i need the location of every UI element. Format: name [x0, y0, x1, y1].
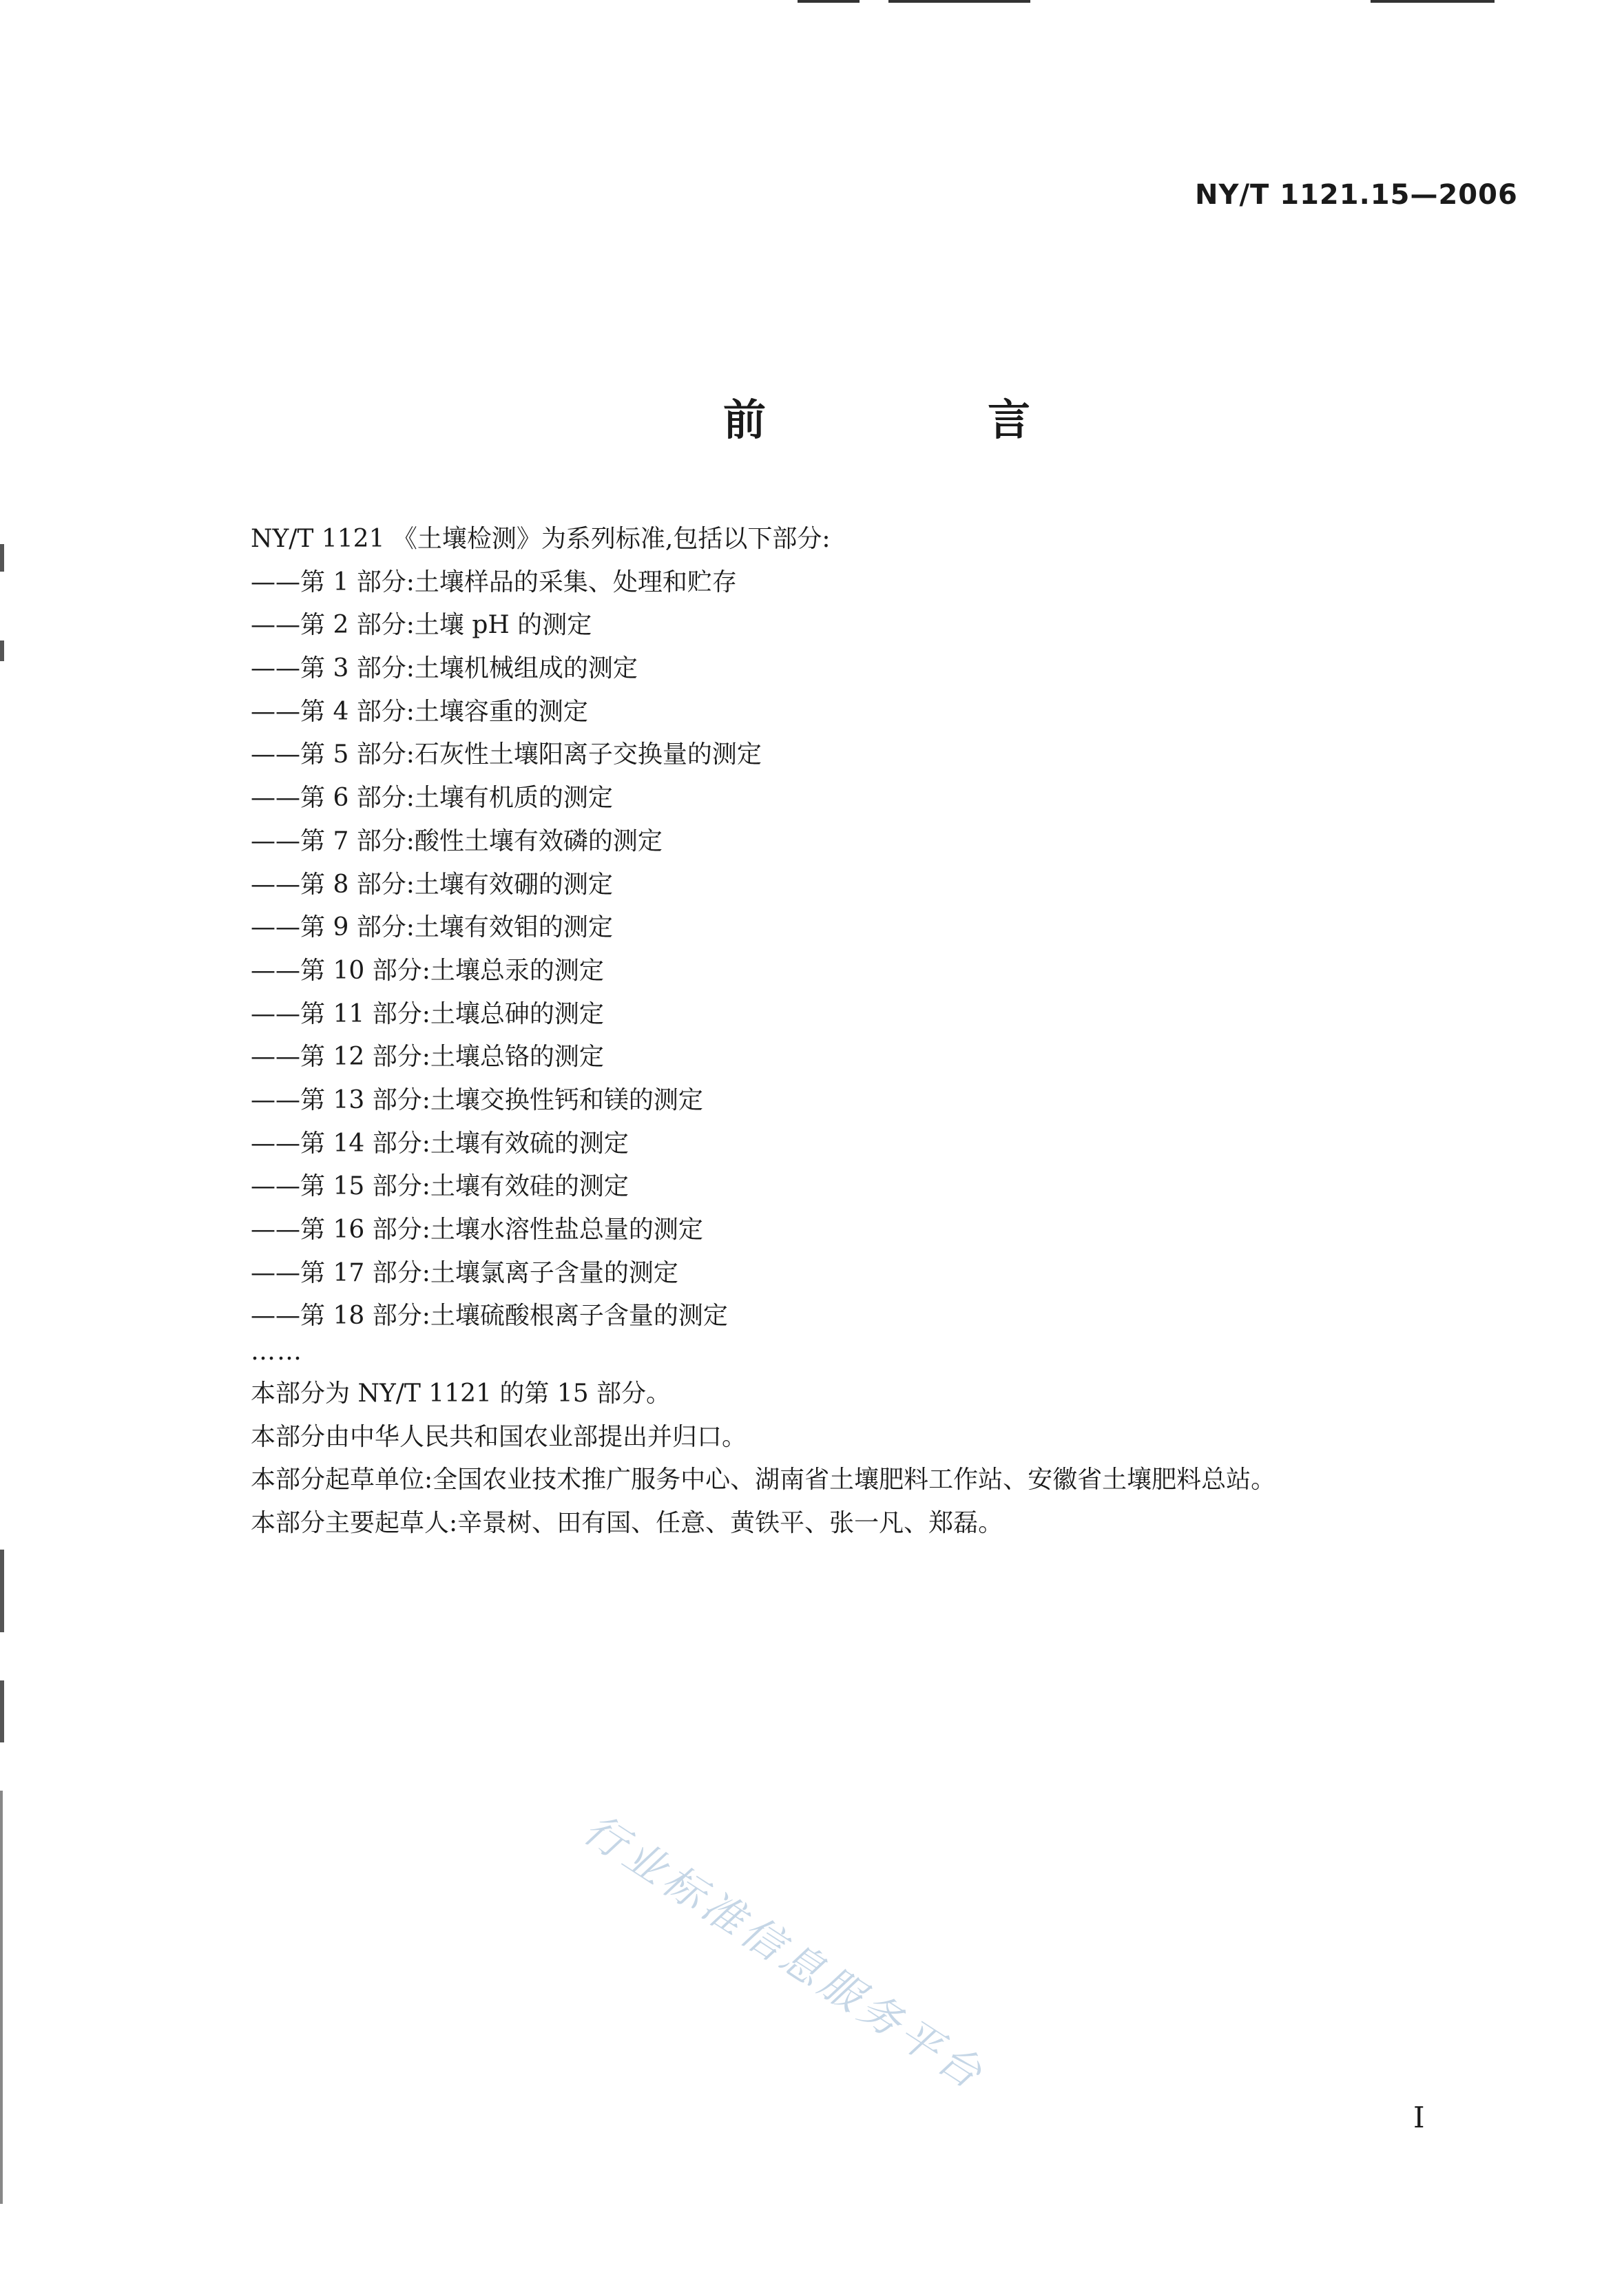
intro-line: NY/T 1121 《土壤检测》为系列标准,包括以下部分:: [251, 525, 831, 553]
page-title: 前 言: [723, 395, 1121, 445]
statement-line: 本部分主要起草人:辛景树、田有国、任意、黄铁平、张一凡、郑磊。: [251, 1509, 1003, 1538]
standard-code: NY/T 1121.15—2006: [1195, 179, 1518, 211]
part-item: ——第 10 部分:土壤总汞的测定: [251, 956, 604, 985]
part-item: ——第 9 部分:土壤有效钼的测定: [251, 913, 613, 942]
scan-edge-mark: [0, 1550, 4, 1632]
scan-artifact-line: [798, 0, 860, 3]
scan-edge-mark: [0, 1791, 3, 2204]
part-item: ——第 4 部分:土壤容重的测定: [251, 697, 588, 726]
part-item: ——第 5 部分:石灰性土壤阳离子交换量的测定: [251, 740, 762, 769]
part-item: ——第 16 部分:土壤水溶性盐总量的测定: [251, 1216, 703, 1244]
part-item: ——第 15 部分:土壤有效硅的测定: [251, 1172, 629, 1201]
page-number: I: [1413, 2101, 1425, 2134]
part-item: ——第 17 部分:土壤氯离子含量的测定: [251, 1258, 678, 1287]
part-item: ——第 14 部分:土壤有效硫的测定: [251, 1129, 629, 1158]
scan-edge-mark: [0, 544, 4, 572]
part-item: ——第 11 部分:土壤总砷的测定: [251, 999, 604, 1028]
part-item: ——第 3 部分:土壤机械组成的测定: [251, 654, 638, 683]
part-item: ——第 18 部分:土壤硫酸根离子含量的测定: [251, 1302, 728, 1331]
part-item: ——第 1 部分:土壤样品的采集、处理和贮存: [251, 567, 737, 596]
scan-edge-mark: [0, 640, 4, 661]
statement-line: 本部分为 NY/T 1121 的第 15 部分。: [251, 1379, 672, 1408]
statement-line: 本部分由中华人民共和国农业部提出并归口。: [251, 1422, 747, 1451]
scan-artifact-line: [888, 0, 1030, 3]
scan-edge-mark: [0, 1680, 4, 1742]
part-item: ——第 13 部分:土壤交换性钙和镁的测定: [251, 1085, 703, 1114]
scan-artifact-line: [1371, 0, 1495, 3]
part-item: ——第 8 部分:土壤有效硼的测定: [251, 870, 613, 899]
statement-line: 本部分起草单位:全国农业技术推广服务中心、湖南省土壤肥料工作站、安徽省土壤肥料总站。: [251, 1466, 1276, 1494]
foreword-body: [251, 518, 1532, 1545]
list-ellipsis: ……: [251, 1337, 303, 1366]
part-item: ——第 12 部分:土壤总铬的测定: [251, 1043, 604, 1072]
watermark: 行业标准信息服务平台: [574, 1804, 995, 2101]
part-item: ——第 2 部分:土壤 pH 的测定: [251, 611, 592, 640]
part-item: ——第 7 部分:酸性土壤有效磷的测定: [251, 826, 663, 855]
part-item: ——第 6 部分:土壤有机质的测定: [251, 784, 613, 813]
